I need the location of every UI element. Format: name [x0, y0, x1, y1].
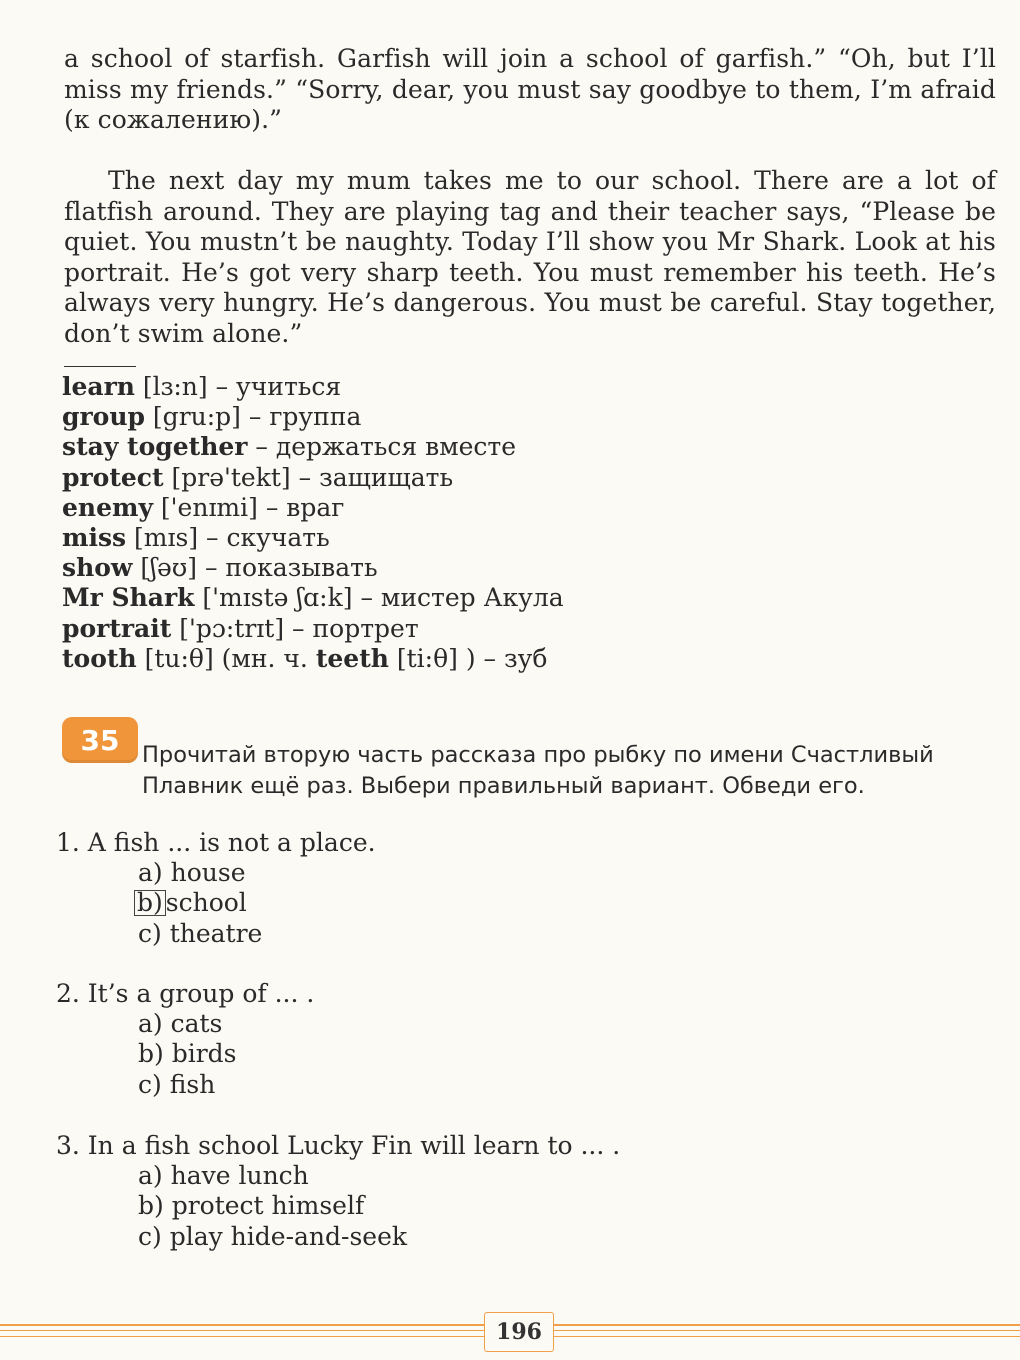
vocab-item-learn: learn [lɜ:n] – учиться: [62, 372, 342, 401]
vocab-item-show: show [ʃəʊ] – показывать: [62, 553, 378, 583]
answer-options: [56, 858, 376, 949]
option-b[interactable]: b) protect himself: [138, 1191, 365, 1221]
vocab-item-group: group [gru:p] – группа: [62, 402, 362, 432]
option-b[interactable]: b) birds: [138, 1039, 237, 1069]
vocab-item-portrait: portrait ['pɔ:trɪt] – портрет: [62, 613, 419, 643]
question-2: [56, 979, 314, 1100]
option-c[interactable]: c) fish: [138, 1069, 216, 1099]
vocab-item-stay-together: stay together – держаться вместе: [62, 432, 517, 462]
exercise-instruction: Прочитай вторую часть рассказа про рыбку по имени Счастливый Плавник ещё раз. Выбери правильный вариант. Обведи его.: [142, 742, 934, 799]
option-a[interactable]: a) cats: [138, 1009, 223, 1039]
question-text: 2. It’s a group of ... .: [56, 979, 315, 1008]
vocab-item-mr-shark: Mr Shark ['mɪstə ʃɑ:k] – мистер Акула: [62, 583, 564, 613]
vocab-item-protect: protect [prə'tekt] – защищать: [62, 462, 454, 492]
answer-options: [56, 1161, 620, 1252]
option-b-text: school: [165, 888, 247, 918]
option-a[interactable]: a) house: [138, 858, 246, 888]
vocabulary-list: [62, 372, 564, 674]
circled-answer-marker: b): [134, 890, 166, 916]
question-1: [56, 828, 376, 949]
question-3: [56, 1131, 620, 1252]
option-c[interactable]: c) play hide-and-seek: [138, 1221, 408, 1251]
vocab-item-tooth: tooth [tu:θ] (мн. ч. teeth [ti:θ] ) – зуб: [62, 643, 548, 673]
option-b[interactable]: [138, 888, 376, 918]
vocab-item-enemy: enemy ['enɪmi] – враг: [62, 492, 345, 522]
story-paragraph-1: a school of starfish. Garfish will join a school of garfish.” “Oh, but I’ll miss my friends.” “Sorry, dear, you must say goodbye to them, I’m afraid (к сожалению).”: [64, 44, 996, 134]
vocabulary-divider: [64, 366, 136, 367]
question-text: 1. A fish ... is not a place.: [56, 828, 376, 857]
story-paragraph-2: The next day my mum takes me to our school. There are a lot of flatfish around. They are playing tag and their teacher says, “Please be quiet. You mustn’t be naughty. Today I’ll show you Mr Shark. Look at his portrait. He’s got very sharp teeth. You must remember his teeth. He’s always very hungry. He’s dangerous. You must be careful. Stay together, don’t swim alone.”: [64, 166, 996, 348]
vocab-item-miss: miss [mɪs] – скучать: [62, 523, 330, 553]
option-c[interactable]: c) theatre: [138, 918, 263, 948]
answer-options: [56, 1009, 314, 1100]
option-a[interactable]: a) have lunch: [138, 1161, 309, 1191]
page-number: 196: [484, 1312, 554, 1352]
question-text: 3. In a fish school Lucky Fin will learn to ... .: [56, 1131, 621, 1160]
exercise-number-badge: 35: [62, 717, 138, 763]
